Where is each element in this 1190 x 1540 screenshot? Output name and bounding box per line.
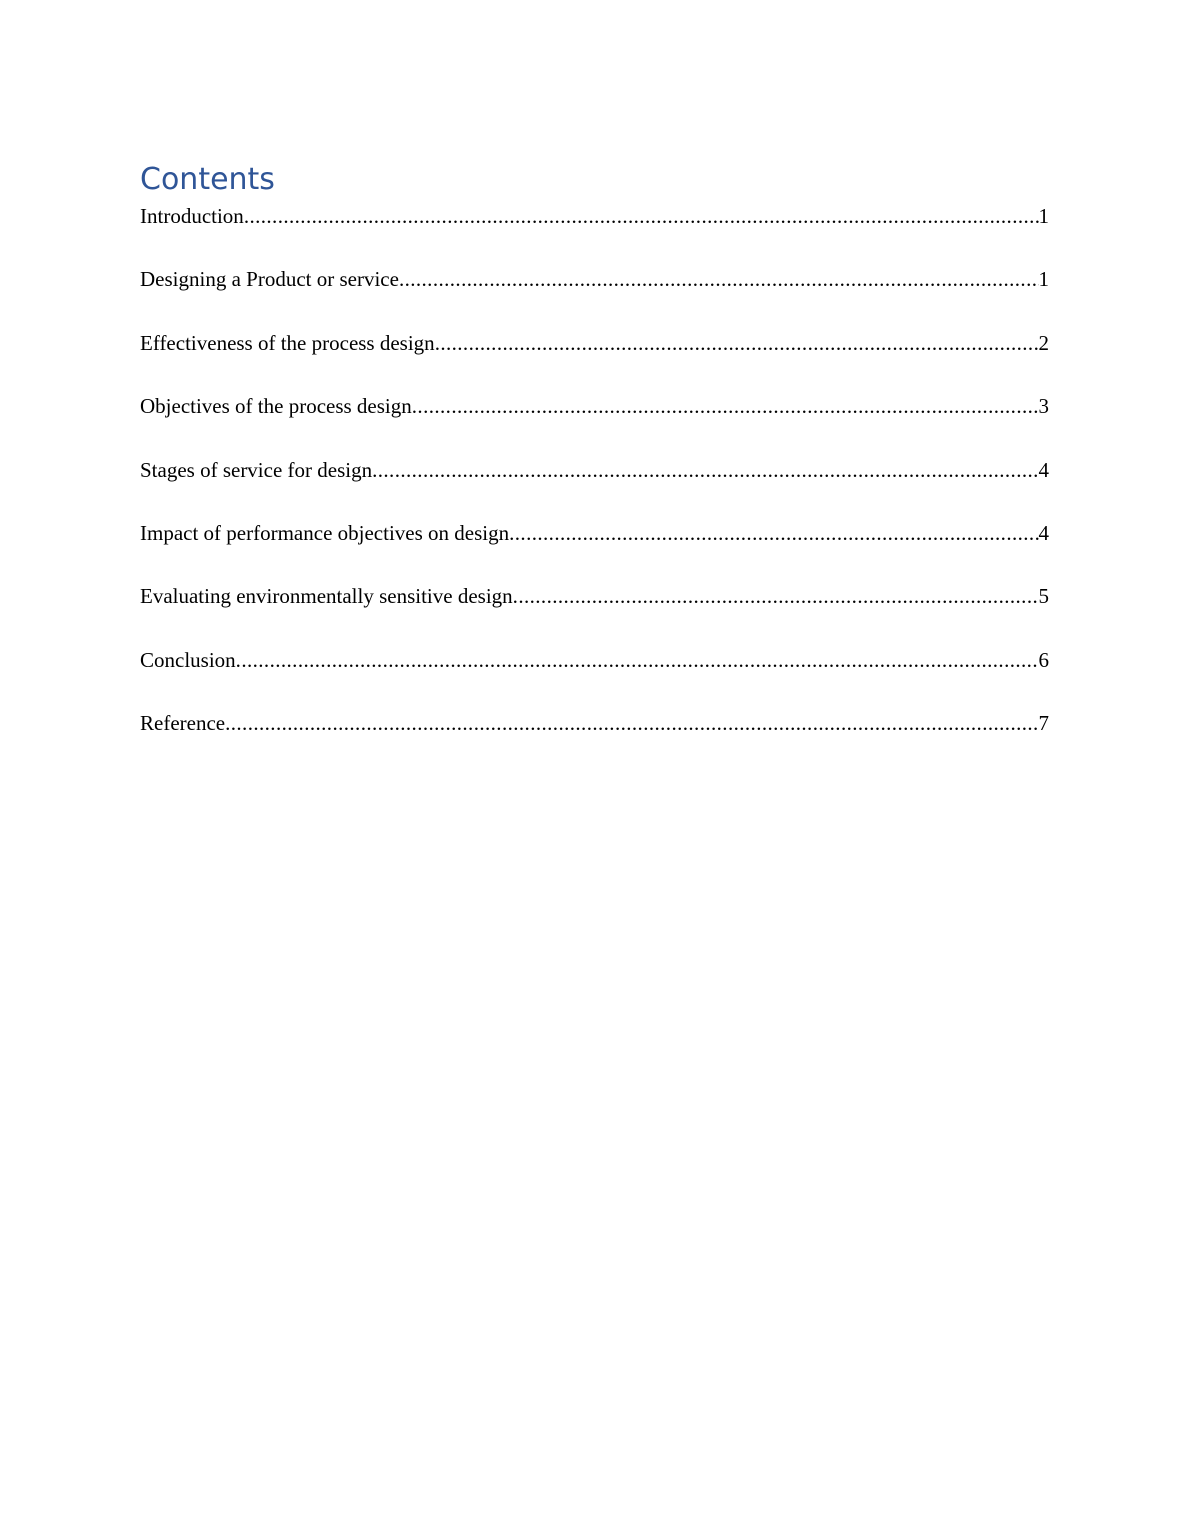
toc-page-number: 6 bbox=[1038, 647, 1049, 672]
toc-dot-leader bbox=[225, 706, 1038, 740]
table-of-contents bbox=[140, 199, 1049, 770]
toc-entry-title: Conclusion bbox=[140, 647, 236, 672]
toc-dot-leader bbox=[509, 516, 1038, 550]
toc-page-number: 1 bbox=[1038, 267, 1049, 292]
toc-page-number: 2 bbox=[1038, 330, 1049, 355]
toc-entry-title: Effectiveness of the process design bbox=[140, 330, 435, 355]
toc-dot-leader bbox=[399, 262, 1039, 296]
toc-entry[interactable] bbox=[140, 643, 1049, 706]
toc-dot-leader bbox=[435, 326, 1039, 360]
toc-dot-leader bbox=[412, 389, 1039, 423]
toc-page-number: 4 bbox=[1038, 457, 1049, 482]
toc-heading: Contents bbox=[140, 162, 275, 197]
toc-entry-title: Evaluating environmentally sensitive design bbox=[140, 584, 513, 609]
toc-entry[interactable] bbox=[140, 326, 1049, 389]
toc-dot-leader bbox=[372, 453, 1038, 487]
toc-page-number: 4 bbox=[1038, 520, 1049, 545]
toc-entry[interactable] bbox=[140, 389, 1049, 452]
toc-page-number: 5 bbox=[1038, 584, 1049, 609]
toc-entry-title: Impact of performance objectives on design bbox=[140, 520, 510, 545]
toc-page-number: 7 bbox=[1038, 711, 1049, 736]
toc-dot-leader bbox=[513, 579, 1039, 613]
toc-entry[interactable] bbox=[140, 706, 1049, 769]
toc-entry[interactable] bbox=[140, 516, 1049, 579]
toc-entry-title: Objectives of the process design bbox=[140, 394, 412, 419]
toc-entry-title: Designing a Product or service bbox=[140, 267, 399, 292]
toc-entry[interactable] bbox=[140, 262, 1049, 325]
toc-entry[interactable] bbox=[140, 453, 1049, 516]
toc-entry-title: Introduction bbox=[140, 204, 244, 228]
toc-page-number: 3 bbox=[1038, 394, 1049, 419]
toc-dot-leader bbox=[244, 199, 1039, 233]
toc-entry-title: Stages of service for design bbox=[140, 457, 373, 482]
toc-entry-title: Reference bbox=[140, 711, 226, 736]
toc-entry[interactable] bbox=[140, 199, 1049, 262]
toc-dot-leader bbox=[236, 643, 1039, 677]
toc-page-number: 1 bbox=[1038, 204, 1049, 228]
toc-entry[interactable] bbox=[140, 579, 1049, 642]
